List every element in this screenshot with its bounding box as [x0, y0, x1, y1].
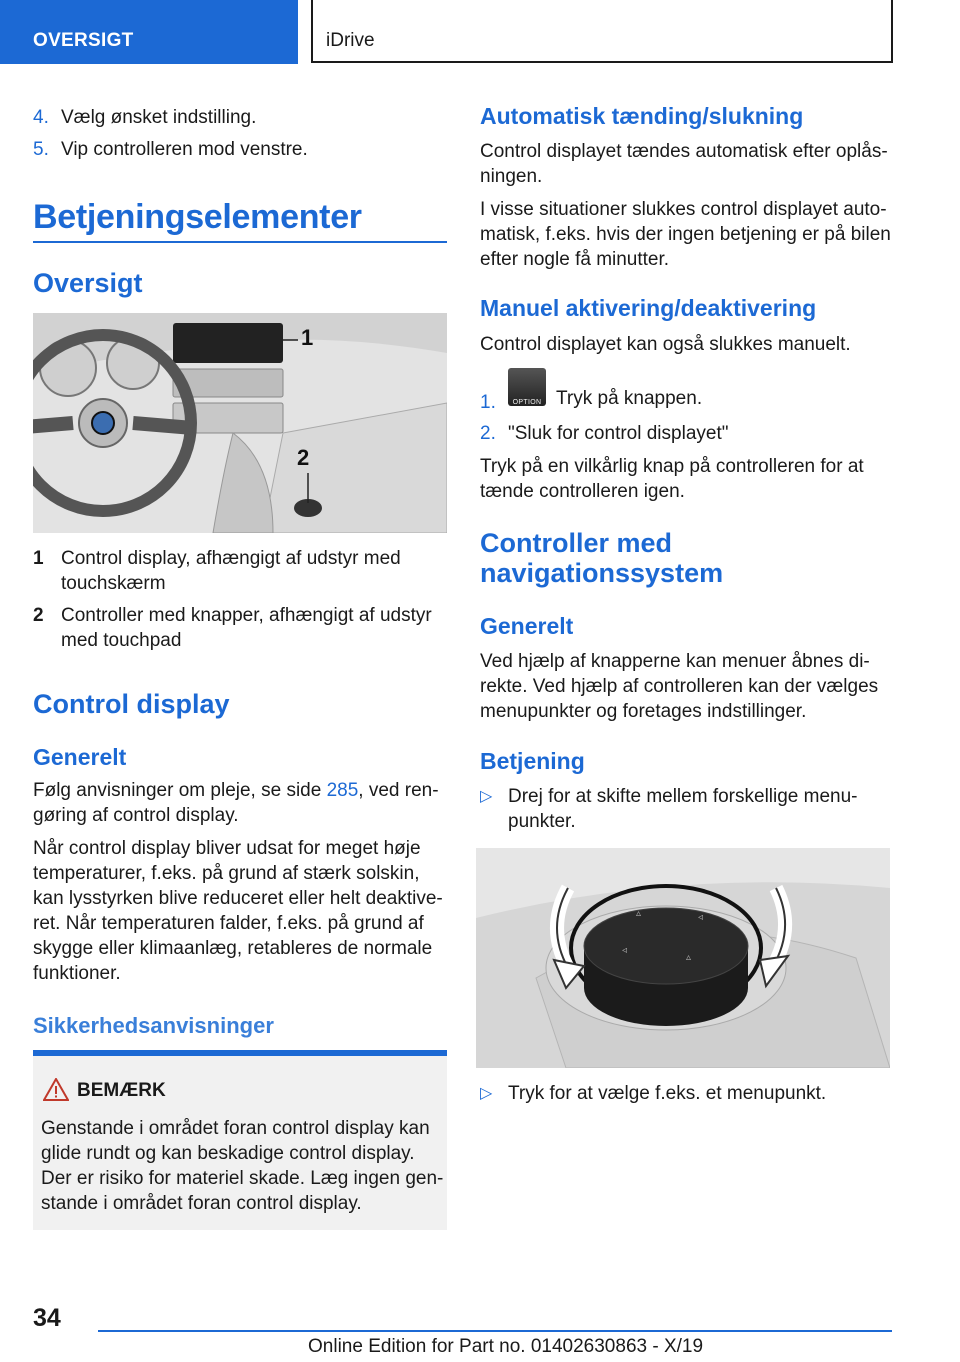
notice-line: stande i området foran control display.	[41, 1193, 362, 1214]
svg-text:◃: ◃	[622, 945, 628, 956]
notice-line: Der er risiko for materiel skade. Læg ingen gen-	[41, 1168, 444, 1189]
paragraph-line: Ved hjælp af knapperne kan menuer åbnes di-	[480, 651, 870, 672]
legend-number: 2	[33, 605, 44, 626]
triangle-right-icon: ▷	[480, 788, 493, 805]
heading-control-display: Control display	[33, 689, 230, 719]
notice-line: glide rundt og kan beskadige control display.	[41, 1143, 415, 1164]
notice-box	[33, 1050, 447, 1230]
option-button-icon	[508, 368, 546, 406]
legend-text: touchskærm	[61, 573, 166, 594]
bullet-text: punkter.	[508, 811, 576, 832]
paragraph-line: Når control display bliver udsat for meget høje	[33, 838, 421, 859]
footer-edition: Online Edition for Part no. 01402630863 - X/19	[308, 1336, 704, 1357]
paragraph-line: tænde controlleren igen.	[480, 481, 685, 502]
legend-text: Control display, afhængigt af udstyr med	[61, 548, 401, 569]
paragraph-line: menupunkter og foretages indstillinger.	[480, 701, 807, 722]
paragraph: Control displayet kan også slukkes manuelt.	[480, 334, 851, 355]
option-button-label: OPTION	[512, 398, 542, 406]
paragraph-line: Control displayet tændes automatisk efter oplås-	[480, 141, 888, 162]
heading-controller-line1: Controller med	[480, 528, 673, 558]
step-number: 2.	[480, 423, 496, 444]
legend-text: med touchpad	[61, 630, 182, 651]
heading-betjening: Betjening	[480, 748, 585, 774]
footer-rule	[98, 1330, 892, 1332]
chapter-heading: Betjeningselementer	[33, 198, 362, 236]
step-number: 4.	[33, 107, 49, 128]
paragraph-line: I visse situationer slukkes control displayet auto-	[480, 199, 887, 220]
paragraph-line: kan lysstyrken blive reduceret eller helt deaktive-	[33, 888, 443, 909]
step-content	[508, 370, 702, 412]
paragraph-line: ningen.	[480, 166, 543, 187]
paragraph-line: efter nogle få minutter.	[480, 249, 670, 270]
text: Følg anvisninger om pleje, se side	[33, 780, 327, 801]
paragraph-line: matisk, f.eks. hvis der ingen betjening er på bilen	[480, 224, 891, 245]
step-number: 5.	[33, 139, 49, 160]
figure-callout-2: 2	[297, 445, 310, 470]
paragraph-line: rekte. Ved hjælp af controlleren kan der vælges	[480, 676, 879, 697]
heading-auto: Automatisk tænding/slukning	[480, 103, 804, 129]
heading-generelt: Generelt	[480, 613, 574, 639]
section-tab	[0, 0, 298, 64]
section-title: OVERSIGT	[33, 30, 134, 51]
step-number: 1.	[480, 392, 496, 413]
paragraph-line: ret. Når temperaturen falder, f.eks. på grund af	[33, 913, 424, 934]
page-number: 34	[33, 1304, 61, 1332]
heading-oversigt: Oversigt	[33, 268, 143, 298]
notice-title: BEMÆRK	[77, 1080, 166, 1101]
heading-rule	[33, 241, 447, 243]
svg-text:▵: ▵	[636, 908, 642, 919]
legend-text: Controller med knapper, afhængigt af udstyr	[61, 605, 432, 626]
text: , ved ren-	[358, 780, 439, 801]
paragraph-line: temperaturer, f.eks. på grund af stærk solskin,	[33, 863, 420, 884]
paragraph-line: skygge eller klimaanlæg, retableres de normale	[33, 938, 433, 959]
figure-callout-1: 1	[301, 325, 314, 350]
bullet-text: Drej for at skifte mellem forskellige menu-	[508, 786, 858, 807]
step-text: Vip controlleren mod venstre.	[61, 139, 308, 160]
controller-illustration	[476, 848, 890, 1068]
step-text: Tryk på knappen.	[556, 388, 703, 409]
heading-controller-line2: navigationssystem	[480, 558, 724, 588]
svg-text:▵: ▵	[686, 952, 692, 963]
heading-manuel: Manuel aktivering/deaktivering	[480, 295, 817, 321]
bullet-text: Tryk for at vælge f.eks. et menupunkt.	[508, 1083, 827, 1104]
step-text: Vælg ønsket indstilling.	[61, 107, 257, 128]
page-reference-link[interactable]: 285	[326, 780, 359, 801]
cockpit-figure	[33, 313, 447, 533]
warning-triangle-icon	[43, 1078, 69, 1101]
cockpit-illustration	[33, 313, 447, 533]
controller-figure	[476, 848, 890, 1068]
triangle-right-icon: ▷	[480, 1085, 493, 1102]
heading-sikkerhed: Sikkerhedsanvisninger	[33, 1013, 274, 1038]
step-text: "Sluk for control displayet"	[508, 423, 729, 444]
svg-text:◃: ◃	[698, 912, 704, 923]
legend-number: 1	[33, 548, 44, 569]
paragraph-line: Tryk på en vilkårlig knap på controlleren for at	[480, 456, 864, 477]
chapter-tab	[311, 0, 893, 63]
notice-line: Genstande i området foran control display kan	[41, 1118, 430, 1139]
paragraph: gøring af control display.	[33, 805, 239, 826]
chapter-title: iDrive	[326, 30, 375, 51]
paragraph-line: funktioner.	[33, 963, 121, 984]
heading-generelt: Generelt	[33, 744, 127, 770]
paragraph	[33, 778, 439, 803]
